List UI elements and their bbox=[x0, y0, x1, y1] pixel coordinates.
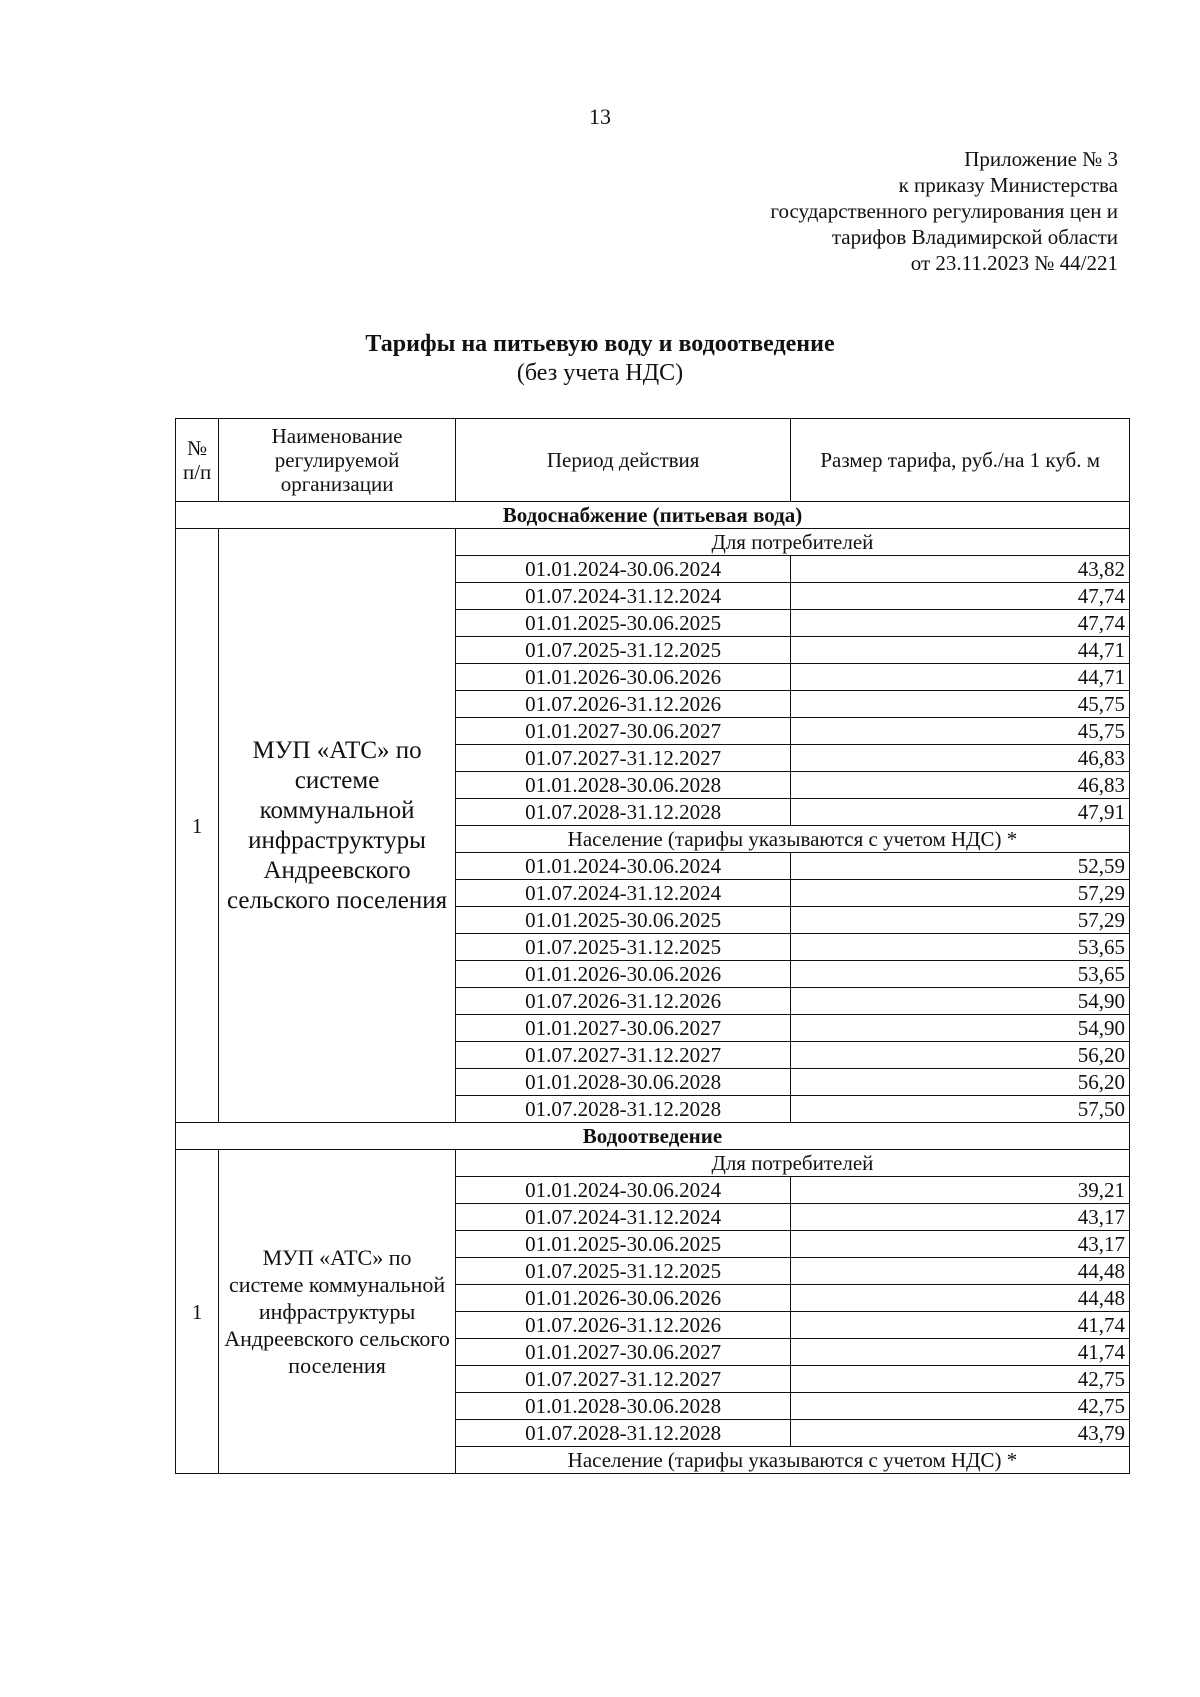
table-header-row bbox=[176, 419, 1130, 502]
tariff-value-cell: 43,82 bbox=[791, 556, 1130, 583]
tariff-value-cell: 43,17 bbox=[791, 1204, 1130, 1231]
period-cell: 01.07.2028-31.12.2028 bbox=[455, 1420, 790, 1447]
appendix-line: тарифов Владимирской области bbox=[831, 225, 1118, 249]
tariff-value-cell: 56,20 bbox=[791, 1042, 1130, 1069]
tariff-value-cell: 44,71 bbox=[791, 664, 1130, 691]
tariff-table bbox=[175, 418, 1130, 1474]
period-cell: 01.01.2026-30.06.2026 bbox=[455, 1285, 790, 1312]
section-title-row bbox=[176, 1123, 1130, 1150]
tariff-value-cell: 44,48 bbox=[791, 1285, 1130, 1312]
organization-name: МУП «АТС» по системе коммунальной инфраструктуры Андреевского сельского поселения bbox=[219, 529, 456, 1123]
period-cell: 01.01.2024-30.06.2024 bbox=[455, 556, 790, 583]
period-cell: 01.07.2025-31.12.2025 bbox=[455, 637, 790, 664]
header-period: Период действия bbox=[455, 419, 790, 502]
tariff-value-cell: 44,48 bbox=[791, 1258, 1130, 1285]
period-cell: 01.07.2027-31.12.2027 bbox=[455, 745, 790, 772]
consumer-group-label: Население (тарифы указываются с учетом НДС) * bbox=[455, 1447, 1129, 1474]
appendix-line: к приказу Министерства bbox=[898, 173, 1118, 197]
appendix-line: от 23.11.2023 № 44/221 bbox=[910, 251, 1118, 275]
period-cell: 01.01.2028-30.06.2028 bbox=[455, 1069, 790, 1096]
tariff-value-cell: 41,74 bbox=[791, 1339, 1130, 1366]
tariff-value-cell: 45,75 bbox=[791, 718, 1130, 745]
appendix-reference bbox=[770, 146, 1118, 276]
period-cell: 01.01.2027-30.06.2027 bbox=[455, 1015, 790, 1042]
header-tariff: Размер тарифа, руб./на 1 куб. м bbox=[791, 419, 1130, 502]
tariff-value-cell: 43,17 bbox=[791, 1231, 1130, 1258]
appendix-line: Приложение № 3 bbox=[964, 147, 1118, 171]
period-cell: 01.07.2028-31.12.2028 bbox=[455, 799, 790, 826]
tariff-value-cell: 39,21 bbox=[791, 1177, 1130, 1204]
tariff-value-cell: 43,79 bbox=[791, 1420, 1130, 1447]
period-cell: 01.07.2024-31.12.2024 bbox=[455, 880, 790, 907]
tariff-value-cell: 42,75 bbox=[791, 1366, 1130, 1393]
tariff-value-cell: 45,75 bbox=[791, 691, 1130, 718]
tariff-value-cell: 54,90 bbox=[791, 988, 1130, 1015]
tariff-value-cell: 46,83 bbox=[791, 772, 1130, 799]
tariff-value-cell: 47,91 bbox=[791, 799, 1130, 826]
group-label-row bbox=[176, 529, 1130, 556]
period-cell: 01.07.2027-31.12.2027 bbox=[455, 1042, 790, 1069]
header-number: № п/п bbox=[176, 419, 219, 502]
tariff-value-cell: 57,50 bbox=[791, 1096, 1130, 1123]
consumer-group-label: Для потребителей bbox=[455, 1150, 1129, 1177]
tariff-value-cell: 57,29 bbox=[791, 880, 1130, 907]
tariff-value-cell: 56,20 bbox=[791, 1069, 1130, 1096]
tariff-table-body bbox=[176, 419, 1130, 1474]
document-title bbox=[0, 330, 1200, 388]
tariff-value-cell: 41,74 bbox=[791, 1312, 1130, 1339]
title-subtitle: (без учета НДС) bbox=[516, 360, 684, 386]
tariff-value-cell: 53,65 bbox=[791, 961, 1130, 988]
period-cell: 01.01.2027-30.06.2027 bbox=[455, 1339, 790, 1366]
period-cell: 01.01.2024-30.06.2024 bbox=[455, 853, 790, 880]
tariff-value-cell: 47,74 bbox=[791, 583, 1130, 610]
tariff-value-cell: 52,59 bbox=[791, 853, 1130, 880]
period-cell: 01.01.2024-30.06.2024 bbox=[455, 1177, 790, 1204]
tariff-value-cell: 46,83 bbox=[791, 745, 1130, 772]
period-cell: 01.01.2027-30.06.2027 bbox=[455, 718, 790, 745]
period-cell: 01.07.2025-31.12.2025 bbox=[455, 934, 790, 961]
group-label-row bbox=[176, 1150, 1130, 1177]
period-cell: 01.01.2026-30.06.2026 bbox=[455, 961, 790, 988]
section-title: Водоснабжение (питьевая вода) bbox=[176, 502, 1130, 529]
section-title: Водоотведение bbox=[176, 1123, 1130, 1150]
period-cell: 01.01.2028-30.06.2028 bbox=[455, 1393, 790, 1420]
consumer-group-label: Для потребителей bbox=[455, 529, 1129, 556]
tariff-value-cell: 54,90 bbox=[791, 1015, 1130, 1042]
period-cell: 01.07.2026-31.12.2026 bbox=[455, 691, 790, 718]
organization-name: МУП «АТС» по системе коммунальной инфраструктуры Андреевского сельского поселения bbox=[219, 1150, 456, 1474]
consumer-group-label: Население (тарифы указываются с учетом НДС) * bbox=[455, 826, 1129, 853]
period-cell: 01.07.2028-31.12.2028 bbox=[455, 1096, 790, 1123]
tariff-value-cell: 57,29 bbox=[791, 907, 1130, 934]
period-cell: 01.07.2025-31.12.2025 bbox=[455, 1258, 790, 1285]
page-number: 13 bbox=[589, 104, 611, 129]
period-cell: 01.01.2025-30.06.2025 bbox=[455, 907, 790, 934]
period-cell: 01.01.2028-30.06.2028 bbox=[455, 772, 790, 799]
period-cell: 01.01.2025-30.06.2025 bbox=[455, 610, 790, 637]
header-organization: Наименование регулируемой организации bbox=[219, 419, 456, 502]
period-cell: 01.01.2026-30.06.2026 bbox=[455, 664, 790, 691]
period-cell: 01.07.2027-31.12.2027 bbox=[455, 1366, 790, 1393]
period-cell: 01.07.2024-31.12.2024 bbox=[455, 583, 790, 610]
period-cell: 01.07.2026-31.12.2026 bbox=[455, 988, 790, 1015]
period-cell: 01.01.2025-30.06.2025 bbox=[455, 1231, 790, 1258]
row-number: 1 bbox=[176, 1150, 219, 1474]
tariff-value-cell: 53,65 bbox=[791, 934, 1130, 961]
row-number: 1 bbox=[176, 529, 219, 1123]
section-title-row bbox=[176, 502, 1130, 529]
tariff-value-cell: 44,71 bbox=[791, 637, 1130, 664]
period-cell: 01.07.2026-31.12.2026 bbox=[455, 1312, 790, 1339]
tariff-value-cell: 42,75 bbox=[791, 1393, 1130, 1420]
period-cell: 01.07.2024-31.12.2024 bbox=[455, 1204, 790, 1231]
appendix-line: государственного регулирования цен и bbox=[770, 199, 1118, 223]
tariff-value-cell: 47,74 bbox=[791, 610, 1130, 637]
title-main: Тарифы на питьевую воду и водоотведение bbox=[365, 331, 835, 357]
